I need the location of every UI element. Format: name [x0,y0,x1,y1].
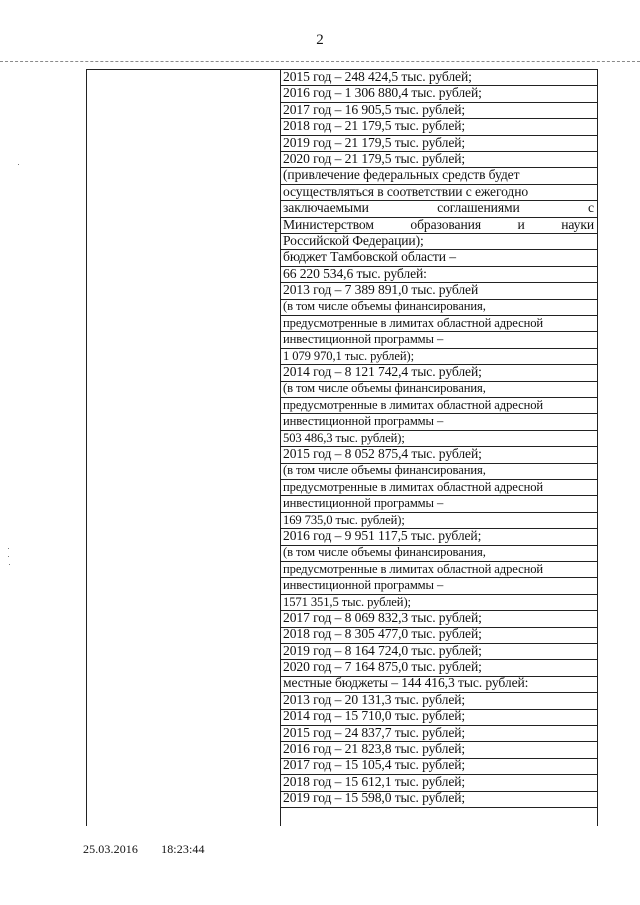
cell-line: 2013 год – 20 131,3 тыс. рублей; [283,691,466,707]
cell-line: предусмотренные в лимитах областной адресной [283,315,544,330]
cell-line: 2014 год – 8 121 742,4 тыс. рублей; [283,364,482,380]
print-time: 18:23:44 [161,842,205,856]
cell-line: 169 735,0 тыс. рублей); [283,512,405,527]
cell-word: заключаемыми [283,200,369,216]
cell-line: 2016 год – 21 823,8 тыс. рублей; [283,741,466,757]
print-date: 25.03.2016 [83,842,138,856]
scan-speck [18,164,19,165]
cell-line: (в том числе объемы финансирования, [283,545,486,560]
cell-line: предусмотренные в лимитах областной адресной [283,397,544,412]
cell-line: инвестиционной программы – [283,496,444,511]
cell-line: 2017 год – 15 105,4 тыс. рублей; [283,757,466,773]
cell-word: Министерством [283,216,374,232]
cell-line: 2018 год – 21 179,5 тыс. рублей; [283,118,466,134]
page-number: 2 [316,32,324,48]
cell-line: 2019 год – 8 164 724,0 тыс. рублей; [283,642,482,658]
cell-line: инвестиционной программы – [283,578,444,593]
cell-line: 2013 год – 7 389 891,0 тыс. рублей [283,282,479,298]
cell-word: соглашениями [437,200,520,216]
cell-word: и [517,216,525,232]
scan-speck [8,548,9,549]
cell-line: 66 220 534,6 тыс. рублей: [283,265,427,281]
cell-line [283,217,594,233]
print-timestamp [83,842,205,857]
cell-line: Российской Федерации); [283,232,424,248]
cell-line: предусмотренные в лимитах областной адресной [283,561,544,576]
cell-line: 1571 351,5 тыс. рублей); [283,594,411,609]
cell-line: (в том числе объемы финансирования, [283,463,486,478]
cell-line [283,200,594,216]
cell-line: 2015 год – 8 052 875,4 тыс. рублей; [283,445,482,461]
cell-line: (привлечение федеральных средств будет [283,167,520,183]
cell-line: (в том числе объемы финансирования, [283,299,486,314]
cell-line: 2017 год – 8 069 832,3 тыс. рублей; [283,609,482,625]
table-row-line [280,807,598,808]
cell-word: с [588,200,594,216]
cell-line: 2019 год – 21 179,5 тыс. рублей; [283,134,466,150]
cell-line: местные бюджеты – 144 416,3 тыс. рублей: [283,675,529,691]
page-cut-line [0,61,640,62]
table-column-divider [280,69,281,826]
cell-line: 1 079 970,1 тыс. рублей); [283,348,414,363]
cell-line: 503 486,3 тыс. рублей); [283,430,405,445]
cell-line: инвестиционной программы – [283,332,444,347]
cell-line: (в том числе объемы финансирования, [283,381,486,396]
funding-cell-text [283,69,594,807]
cell-word: образования [410,216,481,232]
cell-line: 2014 год – 15 710,0 тыс. рублей; [283,708,466,724]
cell-line: 2020 год – 7 164 875,0 тыс. рублей; [283,659,482,675]
cell-line: бюджет Тамбовской области – [283,249,456,265]
cell-line: 2019 год – 15 598,0 тыс. рублей; [283,790,466,806]
cell-line: 2018 год – 15 612,1 тыс. рублей; [283,773,466,789]
scan-speck [8,556,9,557]
cell-line: осуществляться в соответствии с ежегодно [283,183,529,199]
cell-line: предусмотренные в лимитах областной адресной [283,479,544,494]
scan-speck [9,564,10,565]
cell-line: 2015 год – 24 837,7 тыс. рублей; [283,724,466,740]
cell-line: 2016 год – 9 951 117,5 тыс. рублей; [283,527,482,543]
cell-line: 2015 год – 248 424,5 тыс. рублей; [283,69,472,84]
cell-line: 2017 год – 16 905,5 тыс. рублей; [283,101,466,117]
cell-line: 2016 год – 1 306 880,4 тыс. рублей; [283,85,482,101]
cell-word: науки [561,216,594,232]
cell-line: инвестиционной программы – [283,414,444,429]
cell-line: 2018 год – 8 305 477,0 тыс. рублей; [283,626,482,642]
cell-line: 2020 год – 21 179,5 тыс. рублей; [283,150,466,166]
